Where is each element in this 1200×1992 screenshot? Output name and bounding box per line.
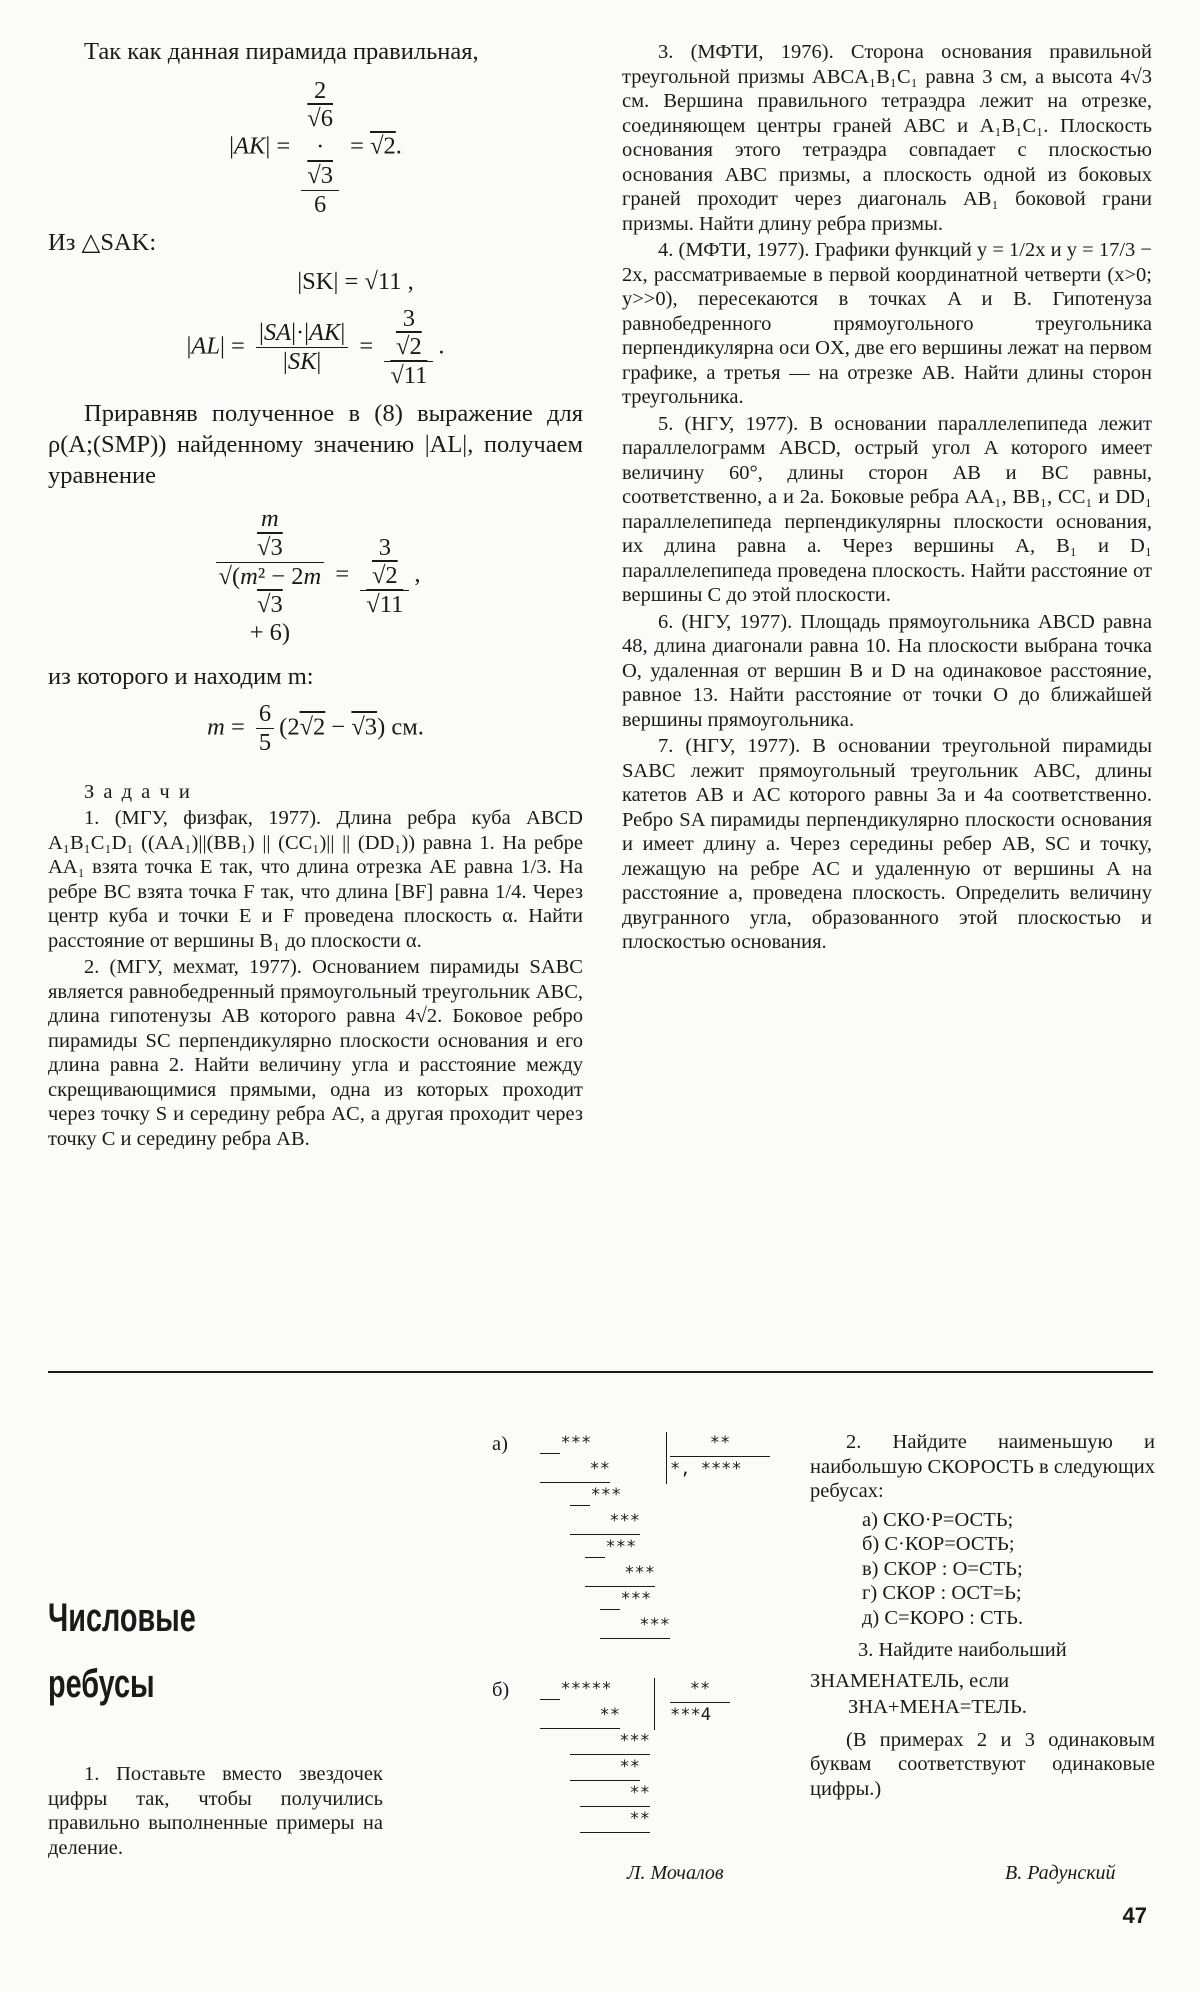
page-number: 47 [1122,1903,1147,1928]
division-a: *** ** *** *** *** *** *** *** ** *, **** [510,1430,530,1716]
task-4: 4. (МФТИ, 1977). Графики функций y = 1/2x и y = 17/3 − 2x, рассматриваемые в первой координатной четверти (x>0; y>>0), пересекаются в точках A и B. Гипотенуза равнобедренного прямоугольного треугольника перпендикулярна оси OX, две его вершины лежат на первом графике, а третья — на отрезке AB. Найти длины сторон треугольника. [622,239,1152,408]
rebus-task-1: 1. Поставьте вместо звездочек цифры так, чтобы получились правильно выполненные примеры на деление. [48,1763,383,1859]
task-6: 6. (НГУ, 1977). Площадь прямоугольника ABCD равна 48, длина диагонали равна 10. На плоскости выбрана точка O, удаленная от вершин B и D на одинаковое расстояние, равное 13. Найти расстояние от точки O до ближайшей вершины прямоугольника. [622,610,1152,731]
task-5: 5. (НГУ, 1977). В основании параллелепипеда лежит параллелограмм ABCD, острый угол A которого имеет величину 60°, длины сторон AB и BC равны, соответственно, a и 2a. Боковые ребра AA₁, BB₁, CC₁ и DD₁ параллелепипеда перпендикулярны плоскости основания, их длина равна a. Через вершины A, B₁ и D₁ параллелепипеда проведена плоскость. Найти расстояние от вершины C до этой плоскости. [622,412,1152,606]
paragraph-equation: Приравняв полученное в (8) выражение для ρ(A;(SMP)) найденному значению |AL|, получаем уравнение [48,400,583,490]
division-a-bar [666,1432,667,1484]
author-1: Л. Мочалов [627,1862,724,1884]
task-3: 3. (МФТИ, 1976). Сторона основания правильной треугольной призмы ABCA₁B₁C₁ равна 3 см, а высота 4√3 см. Вершина правильного тетраэдра лежит на отрезке, соединяющем центры граней ABC и A₁B₁C₁. Плоскость основания этого тетраэдра совпадает с плоскостью основания ABC призмы, а плоскость одной из боковых граней проходит через диагональ AB₁ боковой грани призмы. Найти длину ребра призмы. [622,41,1152,235]
eq-m: m = $\frac{6}{5}$ (2√2 − √3) см. [207,700,424,757]
rebus-task-3-line3: ЗНА+МЕНА=ТЕЛЬ. [848,1696,1027,1718]
task-2: 2. (МГУ, мехмат, 1977). Основанием пирамиды SABC является равнобедренный прямоугольный треугольник ABC, длина гипотенузы AB которого равна 4√2. Боковое ребро пирамиды SC перпендикулярно плоскости основания и его длина равна 2. Найти величину угла и расстояние между скрещивающимися прямыми, одна из которых проходит через точку S и середину ребра AC, а другая проходит через точку C и середину ребра AB. [48,956,583,1150]
rebus-item: б) С·КОР=ОСТЬ; [862,1533,1015,1555]
eq-ak: |AK| = 2 √6 · √3 6 = √2. [229,77,402,218]
from-sak-text: Из △SAK: [48,228,157,256]
rebus-note: (В примерах 2 и 3 одинаковым буквам соответствуют одинаковые цифры.) [810,1728,1155,1800]
from-which-text: из которого и находим m: [48,663,314,691]
left-column [48,36,583,1153]
task-1: 1. (МГУ, физфак, 1977). Длина ребра куба ABCD A₁B₁C₁D₁ ((AA₁)||(BB₁) || (CC₁)|| || (DD₁)) равна 1. На ребре AA₁ взята точка E так, что длина отрезка AE равна 1/3. На ребре BC взята точка F так, что длина [BF] равна 1/4. Через центр куба и точки E и F проведена плоскость α. Найти расстояние от вершины B₁ до плоскости α. [48,807,583,952]
rebus-task-2: 2. Найдите наименьшую и наибольшую СКОРОСТЬ в следующих ребусах: а) СКО·Р=ОСТЬ; б) С·КОР=ОСТЬ; в) СКОР : О=СТЬ; г) СКОР : ОСТ=Ь; д) С=КОРО : СТЬ. 3. Найдите наибольший ЗНАМЕНАТЕЛЬ, если ЗНА+МЕНА=ТЕЛЬ. (В примерах 2 и 3 одинаковым буквам соответствуют одинаковые цифры.) [810,1431,1155,1800]
label-a: а) [492,1433,508,1455]
section-divider [48,1371,1153,1373]
division-b: ***** ** *** ** ** ** ** ***4 [510,1676,530,1910]
rebus-item: в) СКОР : О=СТЬ; [862,1557,1023,1580]
intro-text: Так как данная пирамида правильная, [84,38,479,65]
rebus-items [810,1508,1155,1631]
rebus-task-3-line2: ЗНАМЕНАТЕЛЬ, если [810,1669,1010,1692]
eq-main: m √3 √(m² − 2m √3 + 6) = 3 √2 √11 , [48,505,583,647]
rebus-item: д) С=КОРО : СТЬ. [862,1606,1024,1629]
rebus-item: а) СКО·Р=ОСТЬ; [862,1508,1014,1531]
division-b-bar [654,1678,655,1730]
author-2: В. Радунский [1005,1862,1116,1884]
eq-sk: |SK| = √11 , [297,267,414,295]
rebus-item: г) СКОР : ОСТ=Ь; [862,1582,1022,1604]
task-7: 7. (НГУ, 1977). В основании треугольной пирамиды SABC лежит прямоугольный треугольник ABC, длины катетов AB и AC которого равны 3a и 4a соответственно. Ребро SA пирамиды перпендикулярно плоскости основания и имеет длину a. Через середины ребер AB, SC и точку, лежащую на ребре AC и удаленную от вершины A на расстояние a, проведена плоскость. Определить величину двугранного угла, образованного этой плоскостью и плоскостью основания. [622,735,1152,953]
eq-al: |AL| = $\frac{|SA|\cdot|AK|}{|SK|}$ = 3 √2 √11 . [186,304,445,390]
rebus-task-3-line1: 3. Найдите наибольший [858,1639,1067,1661]
tasks-heading: З а д а ч и [84,780,192,803]
right-column [622,40,1152,957]
rebus-title: Числовые ребусы [48,1596,196,1706]
label-b: б) [492,1679,510,1701]
